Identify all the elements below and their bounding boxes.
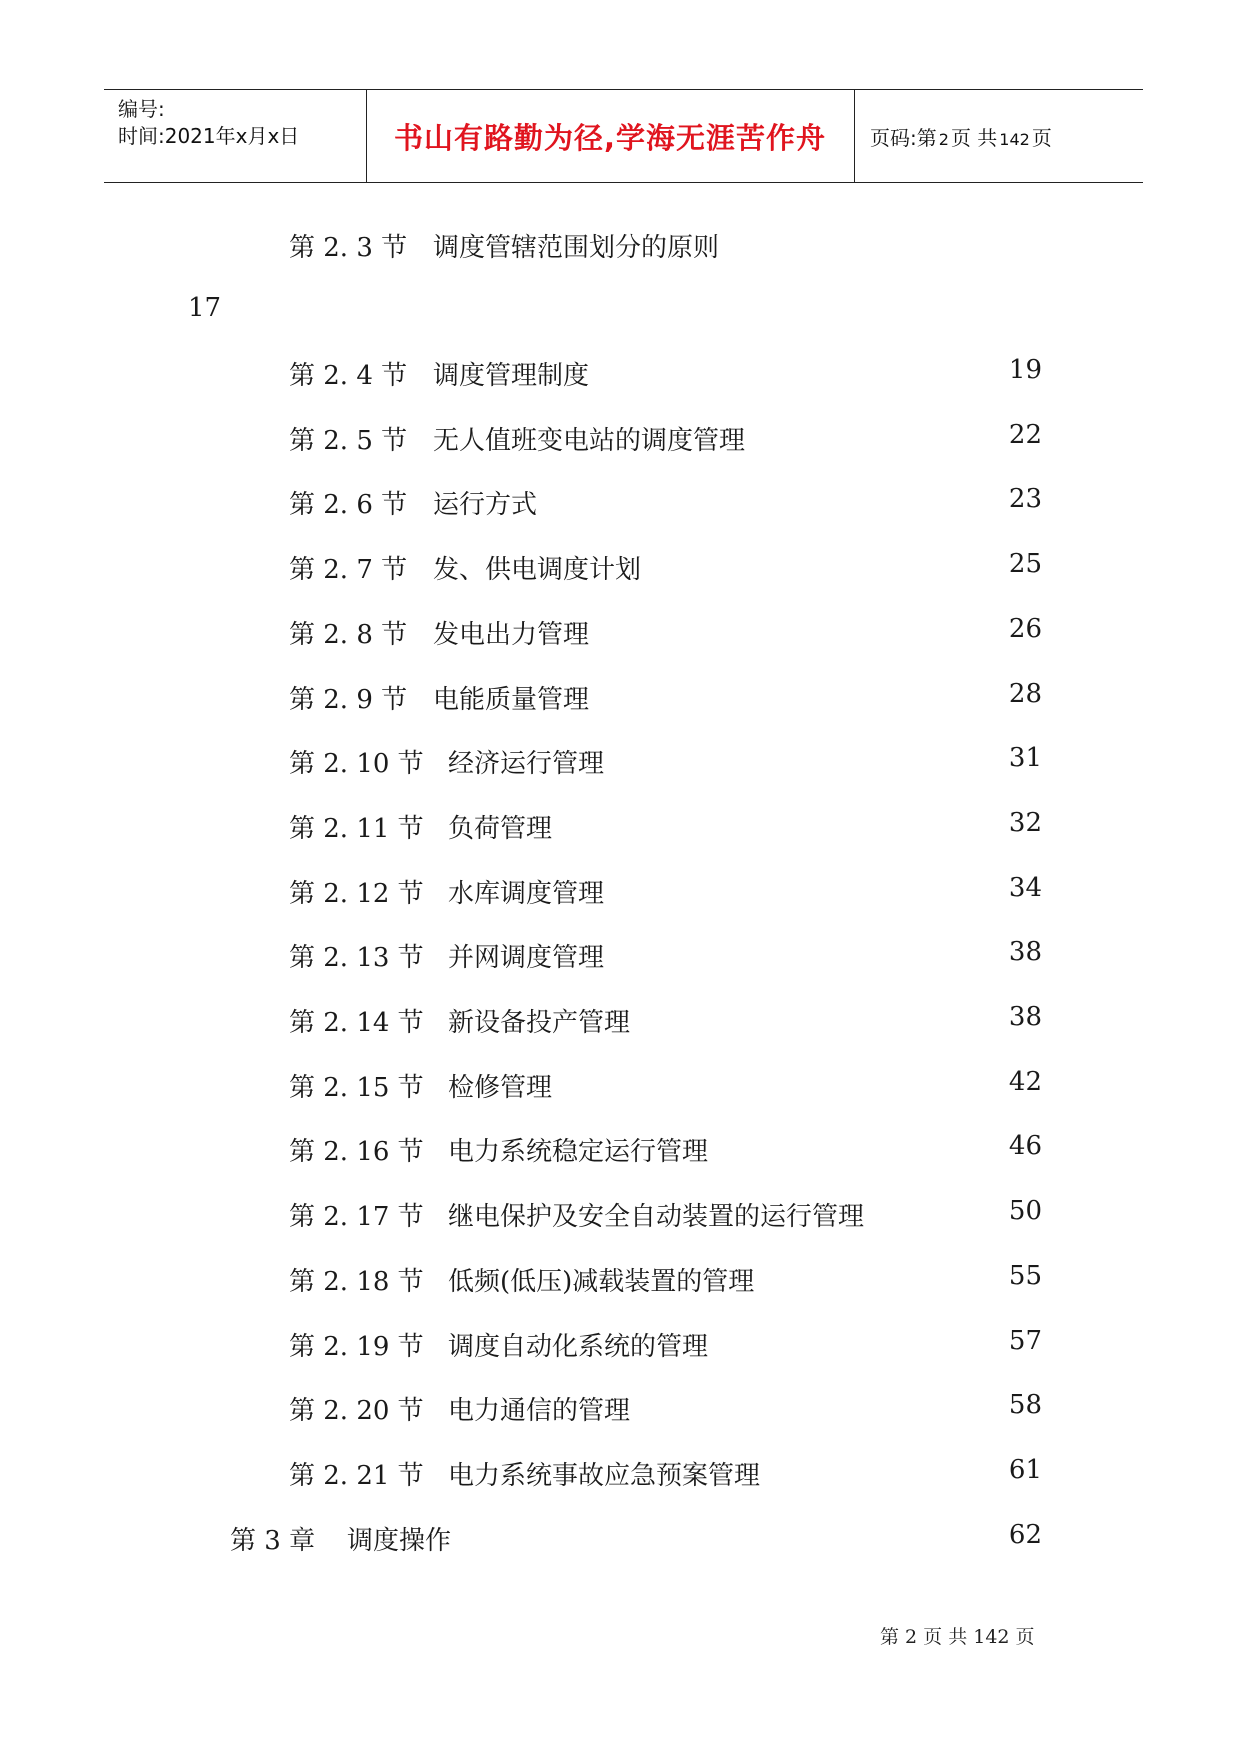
toc-entry-page: 50: [1008, 1196, 1042, 1226]
toc-entry-label: 第 2. 9 节: [289, 685, 408, 715]
toc-entry-page: 58: [1008, 1390, 1042, 1420]
toc-entry-page: 22: [1008, 420, 1042, 450]
toc-entry-page: 38: [1008, 937, 1042, 967]
toc-entry-page: 17: [188, 293, 222, 323]
toc-entry-title: 无人值班变电站的调度管理: [433, 426, 746, 456]
toc-entry-label: 第 2. 10 节: [289, 749, 424, 779]
toc-entry-label: 第 2. 7 节: [289, 555, 408, 585]
page-footer: 第 2 页 共 142 页: [880, 1626, 1035, 1648]
toc-entry-title: 电力系统事故应急预案管理: [448, 1461, 761, 1491]
toc-entry-title: 电力通信的管理: [448, 1396, 631, 1426]
toc-entry-label: 第 2. 4 节: [289, 361, 408, 391]
toc-entry-page: 19: [1008, 355, 1042, 385]
toc-entry-page: 32: [1008, 808, 1042, 838]
toc-entry-label: 第 2. 5 节: [289, 426, 408, 456]
toc-entry-page: 34: [1008, 873, 1042, 903]
toc-entry-page: 55: [1008, 1261, 1042, 1291]
toc-entry-title: 运行方式: [433, 490, 538, 520]
toc-entry-title: 负荷管理: [448, 814, 553, 844]
toc-entry-title: 调度管理制度: [433, 361, 590, 391]
toc-entry-label: 第 2. 17 节: [289, 1202, 424, 1232]
toc-chapter-label: 第 3 章: [230, 1526, 316, 1556]
toc-entry-label: 第 2. 8 节: [289, 620, 408, 650]
toc-entry-label: 第 2. 21 节: [289, 1461, 424, 1491]
toc-entry-title: 电力系统稳定运行管理: [448, 1137, 709, 1167]
toc-entry-title: 继电保护及安全自动装置的运行管理: [448, 1202, 865, 1232]
toc-entry-page: 61: [1008, 1455, 1042, 1485]
header-motto-cell: [366, 90, 855, 182]
toc-entry-label: 第 2. 14 节: [289, 1008, 424, 1038]
toc-entry-title: 调度管辖范围划分的原则: [433, 233, 720, 263]
toc-entry-title: 发电出力管理: [433, 620, 590, 650]
page-prefix: 页码:第: [870, 125, 937, 150]
toc-entry-title: 经济运行管理: [448, 749, 605, 779]
toc-entry-title: 电能质量管理: [433, 685, 590, 715]
toc-entry-label: 第 2. 16 节: [289, 1137, 424, 1167]
header-page-cell: [854, 90, 1143, 182]
toc-entry-label: 第 2. 12 节: [289, 879, 424, 909]
toc-entry-title: 水库调度管理: [448, 879, 605, 909]
header-page-counter: [870, 122, 1052, 151]
toc-entry-label: 第 2. 19 节: [289, 1332, 424, 1362]
toc-entry-label: 第 2. 3 节: [289, 233, 408, 263]
toc-entry-label: 第 2. 15 节: [289, 1073, 424, 1103]
toc-entry-page: 46: [1008, 1131, 1042, 1161]
toc-entry-label: 第 2. 18 节: [289, 1267, 424, 1297]
page-suffix: 页: [1031, 125, 1052, 150]
document-number-label: 编号:: [118, 97, 165, 121]
header-motto: 书山有路勤为径,学海无涯苦作舟: [393, 120, 827, 155]
toc-chapter-page: 62: [1008, 1520, 1042, 1550]
toc-entry-page: 26: [1008, 614, 1042, 644]
toc-entry-page: 31: [1008, 743, 1042, 773]
toc-entry-page: 38: [1008, 1002, 1042, 1032]
page-number: 2: [938, 129, 949, 149]
toc-entry-page: 28: [1008, 679, 1042, 709]
toc-entry-page: 23: [1008, 484, 1042, 514]
toc-entry-title: 并网调度管理: [448, 943, 605, 973]
toc-entry-label: 第 2. 13 节: [289, 943, 424, 973]
toc-entry-title: 检修管理: [448, 1073, 553, 1103]
page-mid: 页 共: [950, 125, 998, 150]
page-total: 142: [999, 129, 1030, 149]
toc-chapter-title: 调度操作: [347, 1526, 452, 1556]
toc-entry-title: 发、供电调度计划: [433, 555, 642, 585]
page-header: [104, 89, 1143, 183]
toc-entry-title: 低频(低压)减载装置的管理: [448, 1267, 755, 1297]
document-time-label: 时间:2021年x月x日: [118, 124, 300, 148]
toc-entry-page: 42: [1008, 1067, 1042, 1097]
header-meta-cell: [104, 90, 367, 182]
toc-entry-page: 25: [1008, 549, 1042, 579]
toc-entry-label: 第 2. 20 节: [289, 1396, 424, 1426]
toc-entry-title: 调度自动化系统的管理: [448, 1332, 709, 1362]
toc-entry-label: 第 2. 11 节: [289, 814, 424, 844]
toc-entry-label: 第 2. 6 节: [289, 490, 408, 520]
toc-entry-page: 57: [1008, 1326, 1042, 1356]
toc-entry-title: 新设备投产管理: [448, 1008, 631, 1038]
